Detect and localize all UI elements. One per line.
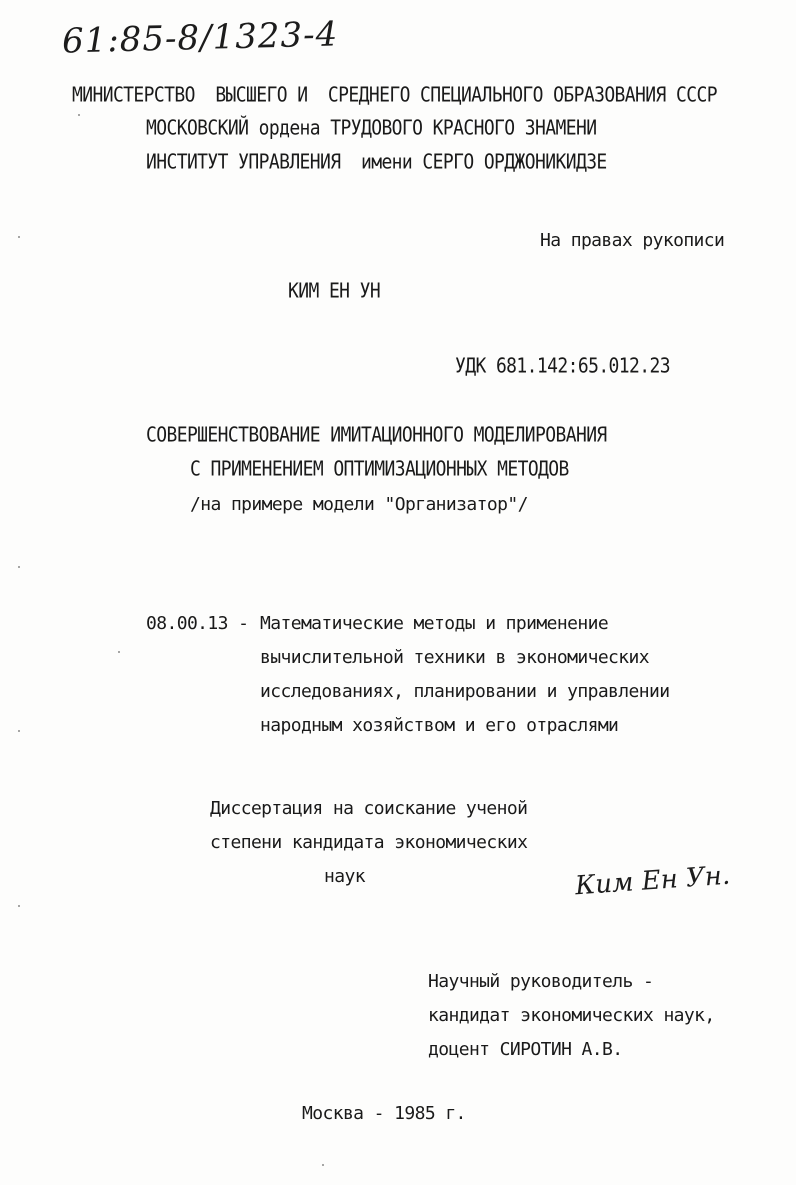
supervisor-line-1: Научный руководитель - <box>428 971 654 992</box>
degree-line-3: наук <box>324 866 365 887</box>
specialty-line-2: вычислительной техники в экономических <box>260 647 650 668</box>
archive-number-handwritten: 61:85-8/1323-4 <box>61 14 339 62</box>
scan-speck <box>18 730 20 732</box>
title-line-1: СОВЕРШЕНСТВОВАНИЕ ИМИТАЦИОННОГО МОДЕЛИРОВАНИЯ <box>146 423 607 447</box>
specialty-line-1: Математические методы и применение <box>260 613 609 634</box>
city-year: Москва - 1985 г. <box>302 1103 466 1124</box>
supervisor-line-3: доцент СИРОТИН А.В. <box>428 1039 623 1060</box>
degree-line-2: степени кандидата экономических <box>210 832 528 853</box>
scan-speck <box>118 651 120 653</box>
title-line-2: С ПРИМЕНЕНИЕМ ОПТИМИЗАЦИОННЫХ МЕТОДОВ <box>190 457 569 481</box>
author-name: КИМ ЕН УН <box>288 279 381 303</box>
supervisor-line-2: кандидат экономических наук, <box>428 1005 715 1026</box>
degree-line-1: Диссертация на соискание ученой <box>210 798 528 819</box>
title-subtitle: /на примере модели "Организатор"/ <box>190 494 528 515</box>
institution-line-1: МИНИСТЕРСТВО ВЫСШЕГО И СРЕДНЕГО СПЕЦИАЛЬНОГО ОБРАЗОВАНИЯ СССР <box>72 83 717 107</box>
manuscript-note: На правах рукописи <box>540 230 725 251</box>
institution-line-2: МОСКОВСКИЙ ордена ТРУДОВОГО КРАСНОГО ЗНАМЕНИ <box>146 116 597 140</box>
scan-speck <box>18 566 20 568</box>
scan-speck <box>18 236 20 238</box>
institution-line-3: ИНСТИТУТ УПРАВЛЕНИЯ имени СЕРГО ОРДЖОНИКИДЗЕ <box>146 150 607 174</box>
author-signature-handwritten: Ким Ен Ун. <box>574 860 732 902</box>
scan-speck <box>18 905 20 907</box>
scan-speck <box>322 1164 324 1166</box>
scan-speck <box>78 114 80 116</box>
specialty-line-4: народным хозяйством и его отраслями <box>260 715 619 736</box>
udc-code: УДК 681.142:65.012.23 <box>455 354 670 378</box>
specialty-line-3: исследованиях, планировании и управлении <box>260 681 670 702</box>
specialty-code: 08.00.13 - <box>146 613 249 634</box>
